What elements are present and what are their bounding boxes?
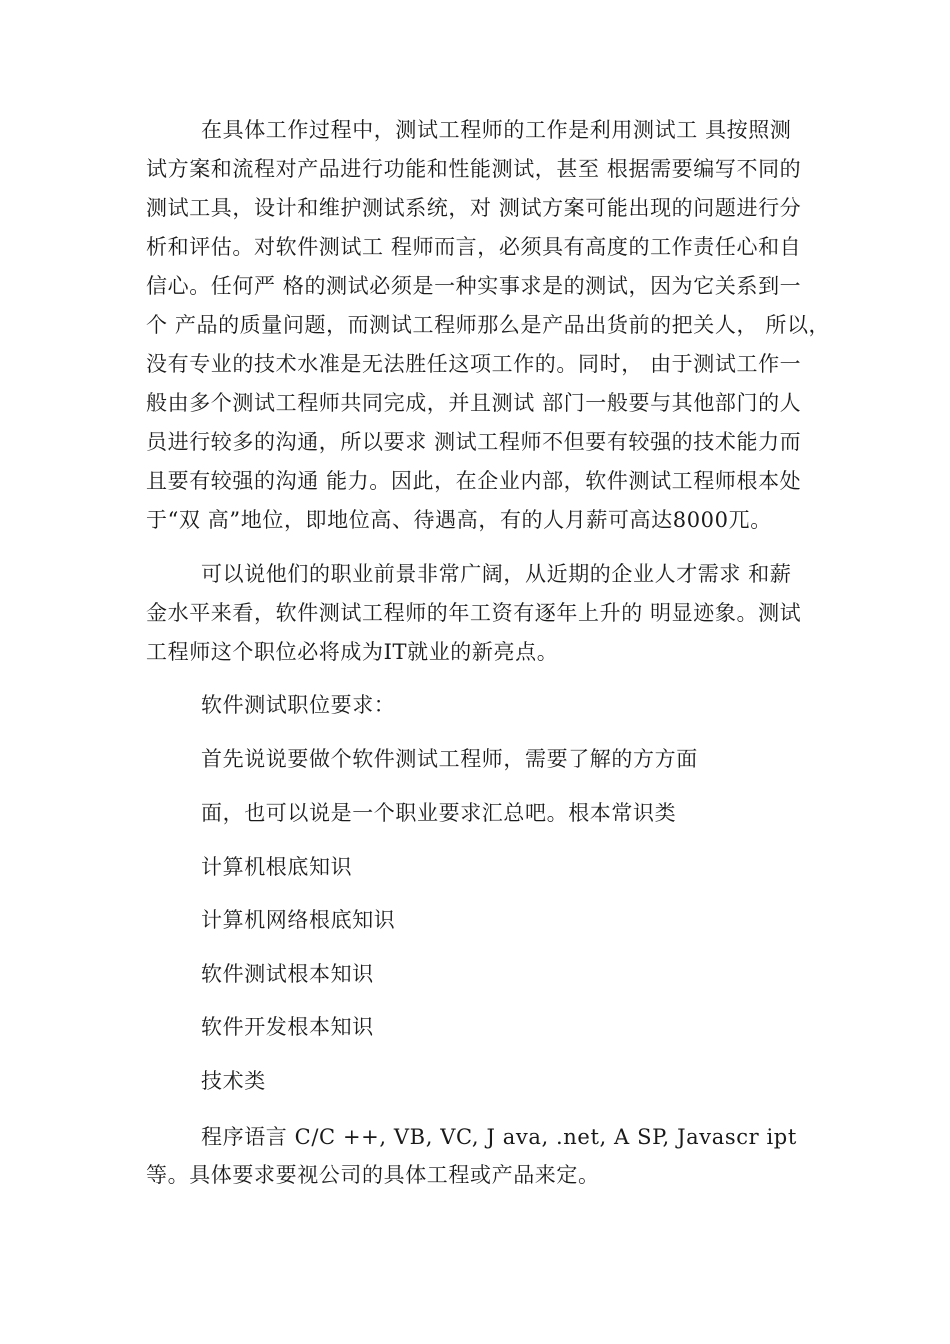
paragraph-1-line: 析和评估。对软件测试工 程师而言，必须具有高度的工作责任心和自 <box>146 235 802 259</box>
paragraph-1-line: 且要有较强的沟通 能力。因此，在企业内部，软件测试工程师根本处 <box>146 469 802 493</box>
intro-line: 首先说说要做个软件测试工程师，需要了解的方方面 <box>201 747 698 771</box>
paragraph-1-line: 测试工具，设计和维护测试系统，对 测试方案可能出现的问题进行分 <box>146 196 802 220</box>
list-item: 计算机根底知识 <box>201 855 353 879</box>
list-item: 软件测试根本知识 <box>201 962 374 986</box>
paragraph-1-line: 信心。任何严 格的测试必须是一种实事求是的测试，因为它关系到一 <box>146 274 802 298</box>
list-item: 软件开发根本知识 <box>201 1015 374 1039</box>
paragraph-1-line: 没有专业的技术水准是无法胜任这项工作的。同时， 由于测试工作一 <box>146 352 802 376</box>
paragraph-2-line: 金水平来看，软件测试工程师的年工资有逐年上升的 明显迹象。测试 <box>146 601 802 625</box>
paragraph-1-line: 般由多个测试工程师共同完成，并且测试 部门一般要与其他部门的人 <box>146 391 802 415</box>
list-item: 计算机网络根底知识 <box>201 908 396 932</box>
paragraph-1-line: 个 产品的质量问题，而测试工程师那么是产品出货前的把关人， 所以， <box>146 313 831 337</box>
tech-heading: 技术类 <box>201 1069 266 1093</box>
paragraph-2-line: 可以说他们的职业前景非常广阔，从近期的企业人才需求 和薪 <box>201 562 792 586</box>
paragraph-1-line: 在具体工作过程中，测试工程师的工作是利用测试工 具按照测 <box>201 118 792 142</box>
intro-line: 面，也可以说是一个职业要求汇总吧。根本常识类 <box>201 801 677 825</box>
paragraph-last-line: 等。具体要求要视公司的具体工程或产品来定。 <box>146 1163 600 1187</box>
paragraph-1-line: 员进行较多的沟通，所以要求 测试工程师不但要有较强的技术能力而 <box>146 430 802 454</box>
paragraph-2-line: 工程师这个职位必将成为IT就业的新亮点。 <box>146 640 559 664</box>
paragraph-last-line: 程序语言 C/C ++, VB, VC, J ava, .net, A SP, Javascr ipt <box>201 1125 797 1149</box>
paragraph-1-line: 于“双 高”地位，即地位高、待遇高，有的人月薪可高达8000兀。 <box>146 508 772 532</box>
requirements-heading: 软件测试职位要求： <box>201 693 396 717</box>
paragraph-1-line: 试方案和流程对产品进行功能和性能测试，甚至 根据需要编写不同的 <box>146 157 802 181</box>
